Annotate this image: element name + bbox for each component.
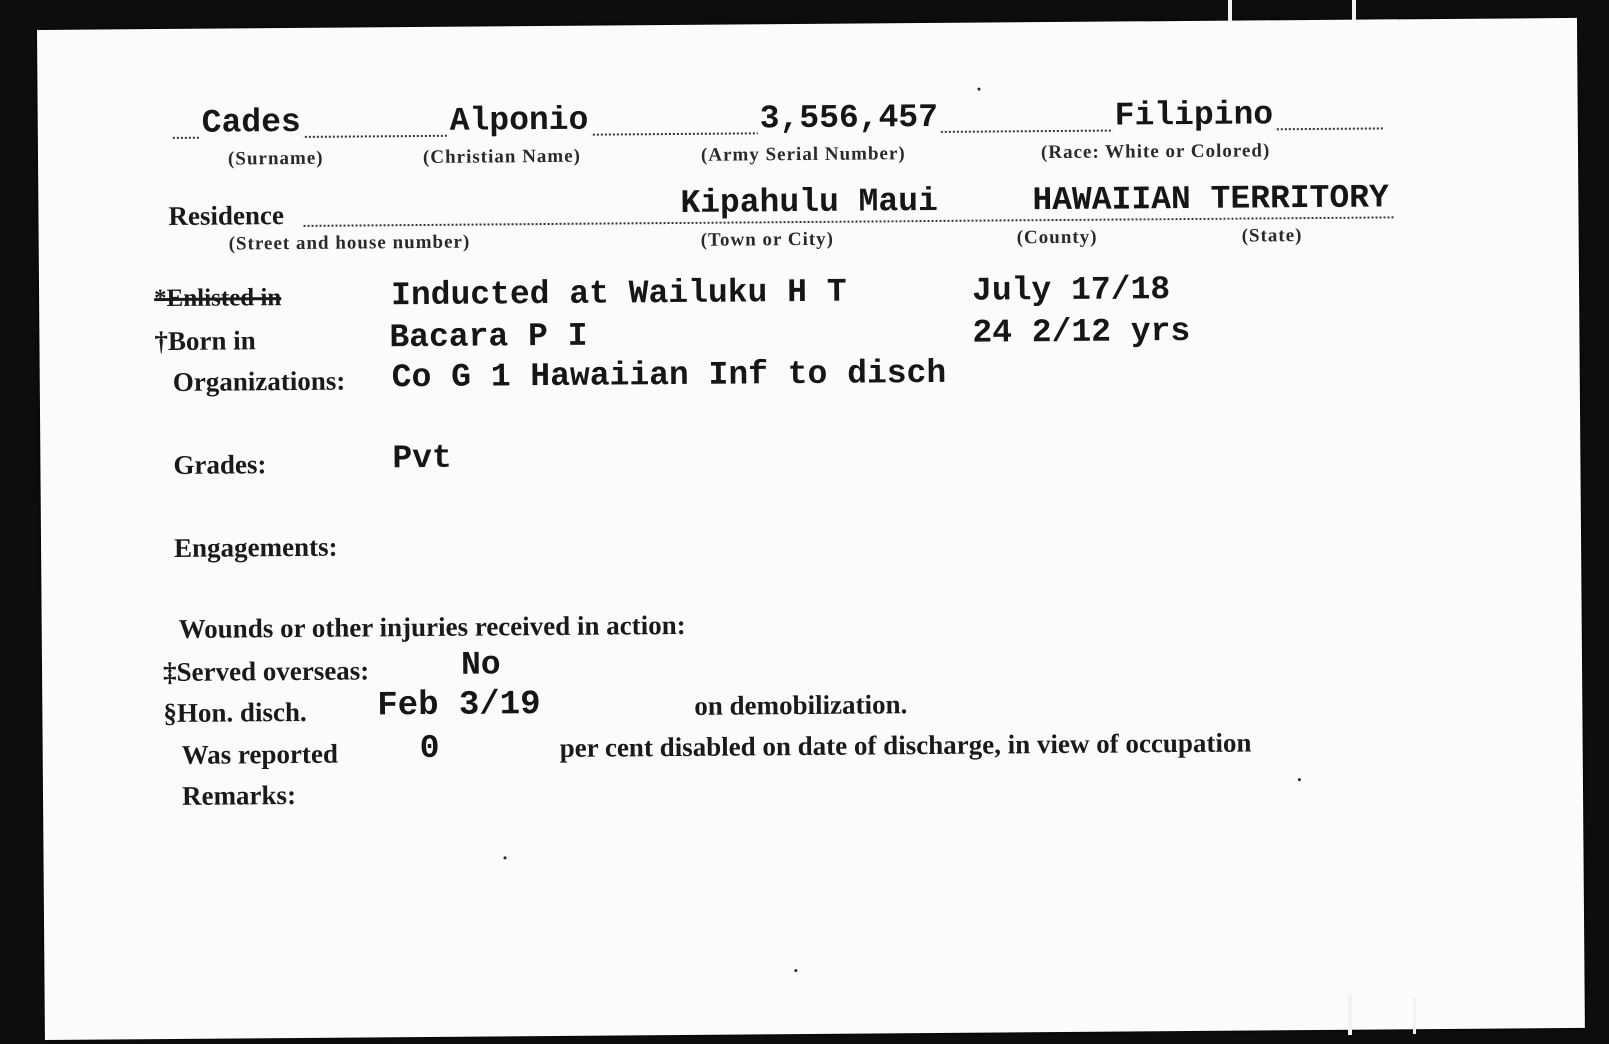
state-caption: (State) [1241, 225, 1303, 247]
film-edge-mark [1348, 995, 1352, 1035]
film-edge-mark [1228, 0, 1232, 22]
demobilization-text: on demobilization. [694, 689, 908, 721]
born-value: Bacara P I [389, 317, 588, 357]
was-reported-label: Was reported [181, 738, 339, 770]
born-label: †Born in [154, 325, 256, 357]
age-value: 24 2/12 yrs [972, 312, 1191, 352]
scan-speck [977, 88, 980, 91]
serial-number-caption: (Army Serial Number) [700, 143, 906, 166]
residence-label: Residence [168, 200, 285, 231]
wounds-label: Wounds or other injuries received in action: [178, 609, 686, 644]
scan-speck [1298, 778, 1301, 781]
town-caption: (Town or City) [700, 228, 835, 251]
grades-value: Pvt [392, 439, 452, 478]
served-overseas-value: No [460, 646, 501, 684]
residence-town-value: Kipahulu Maui [680, 182, 938, 222]
serial-number-value: 3,556,457 [759, 98, 939, 138]
film-edge-mark [1352, 0, 1356, 20]
christian-name-caption: (Christian Name) [422, 145, 582, 168]
race-caption: (Race: White or Colored) [1040, 140, 1271, 164]
scan-speck [794, 969, 797, 972]
enlisted-date-value: July 17/18 [971, 271, 1171, 310]
scan-speck [504, 856, 507, 859]
film-edge-mark [1413, 998, 1416, 1034]
race-value: Filipino [1114, 96, 1274, 135]
service-record-card [37, 18, 1585, 1040]
street-caption: (Street and house number) [228, 231, 471, 255]
surname-caption: (Surname) [227, 147, 324, 170]
organizations-value: Co G 1 Hawaiian Inf to disch [391, 354, 947, 397]
county-caption: (County) [1016, 226, 1098, 249]
enlisted-value: Inducted at Wailuku H T [390, 273, 847, 315]
surname-value: Cades [201, 103, 301, 142]
grades-label: Grades: [173, 449, 267, 480]
christian-name-value: Alponio [449, 101, 589, 140]
percent-disabled-value: 0 [419, 729, 440, 768]
organizations-label: Organizations: [172, 365, 346, 397]
engagements-label: Engagements: [173, 531, 338, 563]
remarks-label: Remarks: [181, 779, 297, 811]
enlisted-label: *Enlisted in [154, 284, 282, 313]
disabled-text: per cent disabled on date of discharge, in view of occupation [559, 727, 1252, 763]
hon-disch-date-value: Feb 3/19 [377, 686, 541, 726]
served-overseas-label: ‡Served overseas: [162, 655, 370, 688]
hon-disch-label: §Hon. disch. [163, 696, 307, 729]
residence-state-value: HAWAIIAN TERRITORY [1032, 179, 1389, 220]
